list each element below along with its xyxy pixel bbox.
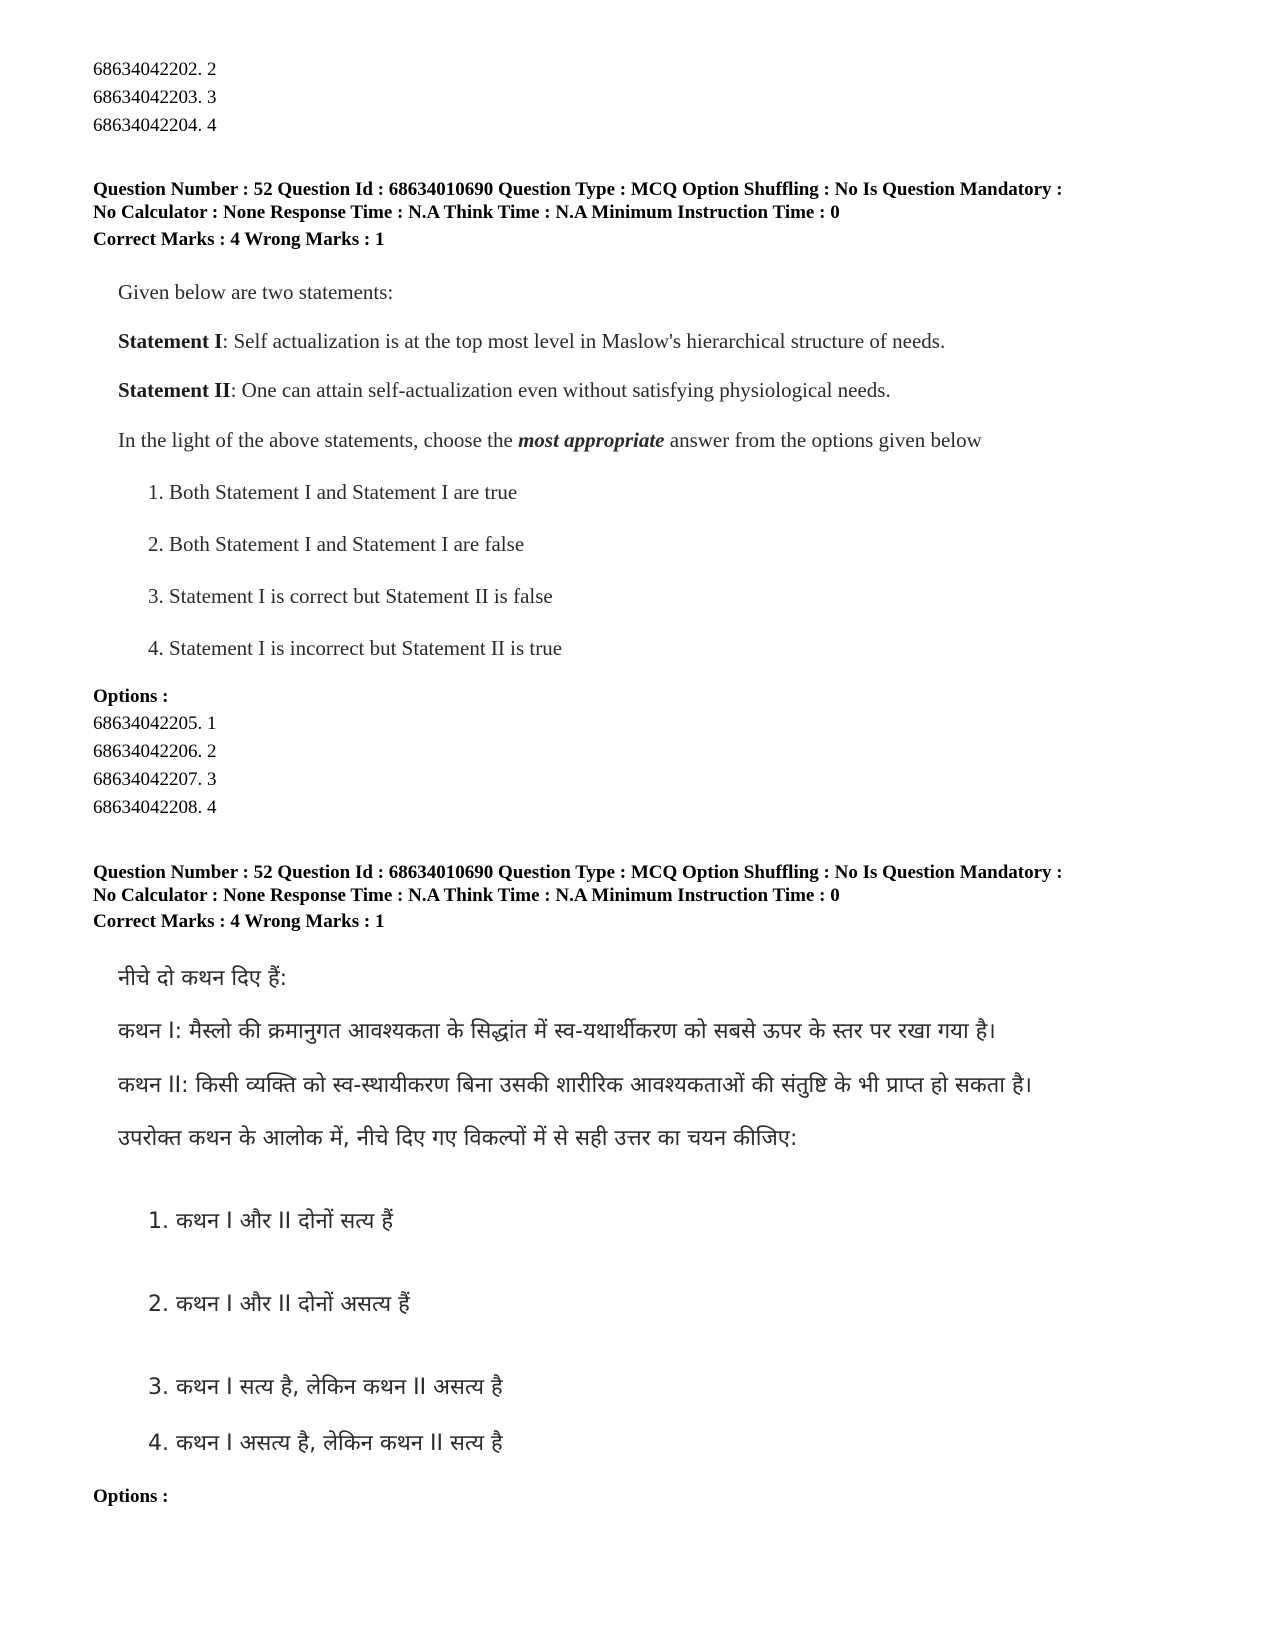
answer-choice: 3. कथन I सत्य है, लेकिन कथन II असत्य है (148, 1375, 503, 1400)
question-meta (93, 861, 1213, 907)
marks-line: Correct Marks : 4 Wrong Marks : 1 (93, 229, 385, 250)
question-intro: Given below are two statements: (118, 280, 394, 304)
statement-2-label: Statement II (118, 378, 231, 402)
option-line: 68634042206. 2 (93, 741, 217, 762)
option-line: 68634042208. 4 (93, 797, 217, 818)
question-meta (93, 178, 1213, 224)
statement-2: कथन II: किसी व्यक्ति को स्व-स्थायीकरण बिना उसकी शारीरिक आवश्यकताओं की संतुष्टि के भी प्राप्त हो सकता है। (118, 1073, 1033, 1098)
question-intro: नीचे दो कथन दिए हैं: (118, 966, 288, 991)
answer-choice: 1. कथन I और II दोनों सत्य हैं (148, 1209, 394, 1234)
statement-1: कथन I: मैस्लो की क्रमानुगत आवश्यकता के सिद्धांत में स्व-यथार्थीकरण को सबसे ऊपर के स्तर पर रखा गया है। (118, 1019, 996, 1044)
option-line: 68634042203. 3 (93, 87, 217, 108)
question-meta-line2: No Calculator : None Response Time : N.A Think Time : N.A Minimum Instruction Time : 0 (93, 202, 840, 223)
statement-2 (118, 377, 891, 403)
statement-1 (118, 328, 945, 354)
options-label: Options : (93, 1486, 169, 1507)
option-line: 68634042204. 4 (93, 115, 217, 136)
statement-1-label: Statement I (118, 329, 223, 353)
answer-choice: 2. कथन I और II दोनों असत्य हैं (148, 1292, 410, 1317)
answer-choice: 4. Statement I is incorrect but Statement II is true (148, 636, 563, 660)
instruction-post: answer from the options given below (664, 428, 982, 452)
options-label: Options : (93, 686, 169, 707)
question-meta-line1: Question Number : 52 Question Id : 68634010690 Question Type : MCQ Option Shuffling : No Is Question Mandatory : (93, 862, 1063, 883)
question-meta-line2: No Calculator : None Response Time : N.A Think Time : N.A Minimum Instruction Time : 0 (93, 885, 840, 906)
statement-2-text: : One can attain self-actualization even without satisfying physiological needs. (230, 378, 891, 402)
option-line: 68634042207. 3 (93, 769, 217, 790)
instruction-emphasis: most appropriate (518, 428, 665, 452)
answer-choice: 1. Both Statement I and Statement I are true (148, 480, 518, 504)
option-line: 68634042202. 2 (93, 59, 217, 80)
question-instruction: उपरोक्त कथन के आलोक में, नीचे दिए गए विकल्पों में से सही उत्तर का चयन कीजिए: (118, 1126, 798, 1151)
answer-choice: 3. Statement I is correct but Statement II is false (148, 584, 553, 608)
marks-line: Correct Marks : 4 Wrong Marks : 1 (93, 911, 385, 932)
answer-choice: 4. कथन I असत्य है, लेकिन कथन II सत्य है (148, 1431, 503, 1456)
option-line: 68634042205. 1 (93, 713, 217, 734)
statement-1-text: : Self actualization is at the top most level in Maslow's hierarchical structure of needs. (222, 329, 946, 353)
question-instruction (118, 427, 982, 453)
answer-choice: 2. Both Statement I and Statement I are false (148, 532, 525, 556)
question-meta-line1: Question Number : 52 Question Id : 68634010690 Question Type : MCQ Option Shuffling : No Is Question Mandatory : (93, 179, 1063, 200)
instruction-pre: In the light of the above statements, choose the (118, 428, 519, 452)
